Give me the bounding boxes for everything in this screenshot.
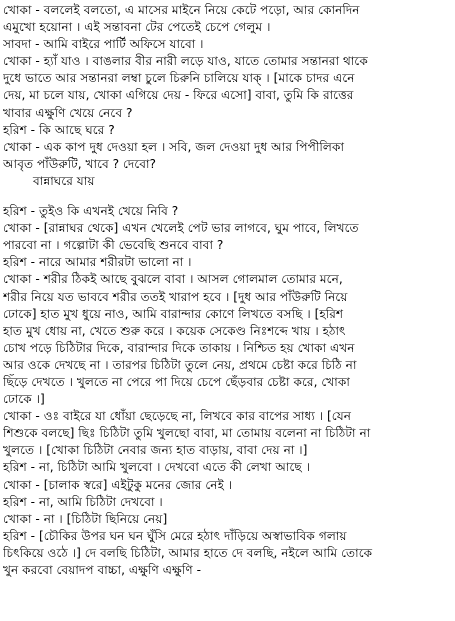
text-line: খোকা - না । [চিঠিটা ছিনিয়ে নেয়] xyxy=(3,511,168,526)
text-line: ঢোকে ।] xyxy=(3,392,45,407)
text-line: পারবো না । গল্পোটা কী ভেবেছি শুনবে বাবা ? xyxy=(3,238,224,253)
text-line: খোকা - হ্যাঁ যাও । বাঙলার বীর নারী লড়ে যাও, যাতে তোমার সন্তানরা থাকে xyxy=(3,54,368,69)
text-line: দুধে ভাতে আর সন্তানরা লম্বা চুলে চিরুনি চালিয়ে যাক্ । [মাকে চাদর এনে xyxy=(3,71,355,86)
text-line: খুলতে । [খোকা চিঠিটা নেবার জন্য হাত বাড়ায়, বাবা দেয় না ।] xyxy=(3,443,308,458)
text-line: খোকা - [রান্নাঘর থেকে] এখন খেলেই পেট ভার লাগবে, ঘুম পাবে, লিখতে xyxy=(3,221,359,236)
text-line: চিৎকিয়ে ওঠে ।] দে বলছি চিঠিটা, আমার হাতে দে বলছি, নইলে আমি তোকে xyxy=(3,545,373,560)
document-page xyxy=(3,2,452,619)
text-line: শিশুকে বলছে] ছিঃ চিঠিটা তুমি খুলছো বাবা, মা তোমায় বলেনা না চিঠিটা না xyxy=(3,426,371,441)
text-line: হরিশ - [চৌকির উপর ঘন ঘন ঘুঁসি মেরে হঠাৎ দাঁড়িয়ে অস্বাভাবিক গলায় xyxy=(3,528,347,543)
text-line: হরিশ - তুইও কি এখনই খেয়ে নিবি ? xyxy=(3,204,179,219)
text-line: হরিশ - না, চিঠিটা আমি খুলবো । দেখবো এতে কী লেখা আছে । xyxy=(3,460,311,475)
text-line: খোকা - বললেই বলতো, এ মাসের মাইনে নিয়ে কেটে পড়ো, আর কোনদিন xyxy=(3,3,360,17)
blank-line xyxy=(3,190,452,203)
text-line: ছিঁড়ে দেখতে । খুলতে না পেরে পা দিয়ে চেপে ছেঁড়বার চেষ্টা করে, খোকা xyxy=(3,374,350,389)
text-line: আবৃত পাঁউরুটি, খাবে ? দেবো? xyxy=(3,156,157,171)
text-line: দেয়, মা চলে যায়, খোকা এগিয়ে দেয় - ফিরে এসো] বাবা, তুমি কি রাত্তের xyxy=(3,88,354,103)
text-line: হাত মুখ ধোয় না, খেতে শুরু করে । কয়েক সেকেণ্ড নিঃশব্দে খায় । হঠাৎ xyxy=(3,323,346,338)
text-line: এমুখো হয়োনা । এই সন্তাবনা টের পেতেই চেপে গেলুম । xyxy=(3,20,271,35)
text-line: খোকা - শরীর ঠিকই আছে বুঝলে বাবা । আসল গোলমাল তোমার মনে, xyxy=(3,272,343,287)
text-line: খোকা - [চালাক স্বরে] এইটুকু মনের জোর নেই । xyxy=(3,477,233,492)
text-line: আর ওকে দেখছে না । তারপর চিঠিটা তুলে নেয়, প্রথমে চেষ্টা করে চিঠি না xyxy=(3,357,357,372)
text-line: সাবদা - আমি বাইরে পার্টি অফিসে যাবো । xyxy=(3,37,204,52)
text-line: ঢোকে] হাত মুখ ধুয়ে নাও, আমি বারান্দার কোণে লিখতে বসছি । [হরিশ xyxy=(3,306,344,321)
text-line: চোখ পড়ে চিঠিটার দিকে, বারান্দার দিকে তাকায় । নিশ্চিত হয় খোকা এখন xyxy=(3,340,355,355)
text-line: হরিশ - কি আছে ঘরে ? xyxy=(3,122,115,137)
text-line: শরীর নিয়ে যত ভাববে শরীর ততই খারাপ হবে । [দুধ আর পাঁউরুটি নিয়ে xyxy=(3,289,348,304)
text-line: খোকা - এক কাপ দুধ দেওয়া হল । সবি, জল দেওয়া দুধ আর পিপীলিকা xyxy=(3,139,345,154)
text-line: খুন করবো বেয়াদপ বাচ্চা, এক্ষুণি এক্ষুণি - xyxy=(3,563,201,577)
stage-direction: বান্নাঘরে যায় xyxy=(33,173,95,188)
text-line: খোকা - ওঃ বাইরে যা ধোঁয়া ছেড়েছে না, লিখবে কার বাপের সাধ্য । [যেন xyxy=(3,409,352,424)
text-line: হরিশ - না, আমি চিঠিটা দেখবো । xyxy=(3,494,163,509)
text-line: খাবার এক্ষুণি খেয়ে নেবে ? xyxy=(3,105,133,120)
text-line: হরিশ - নারে আমার শরীরটা ভালো না । xyxy=(3,255,192,270)
